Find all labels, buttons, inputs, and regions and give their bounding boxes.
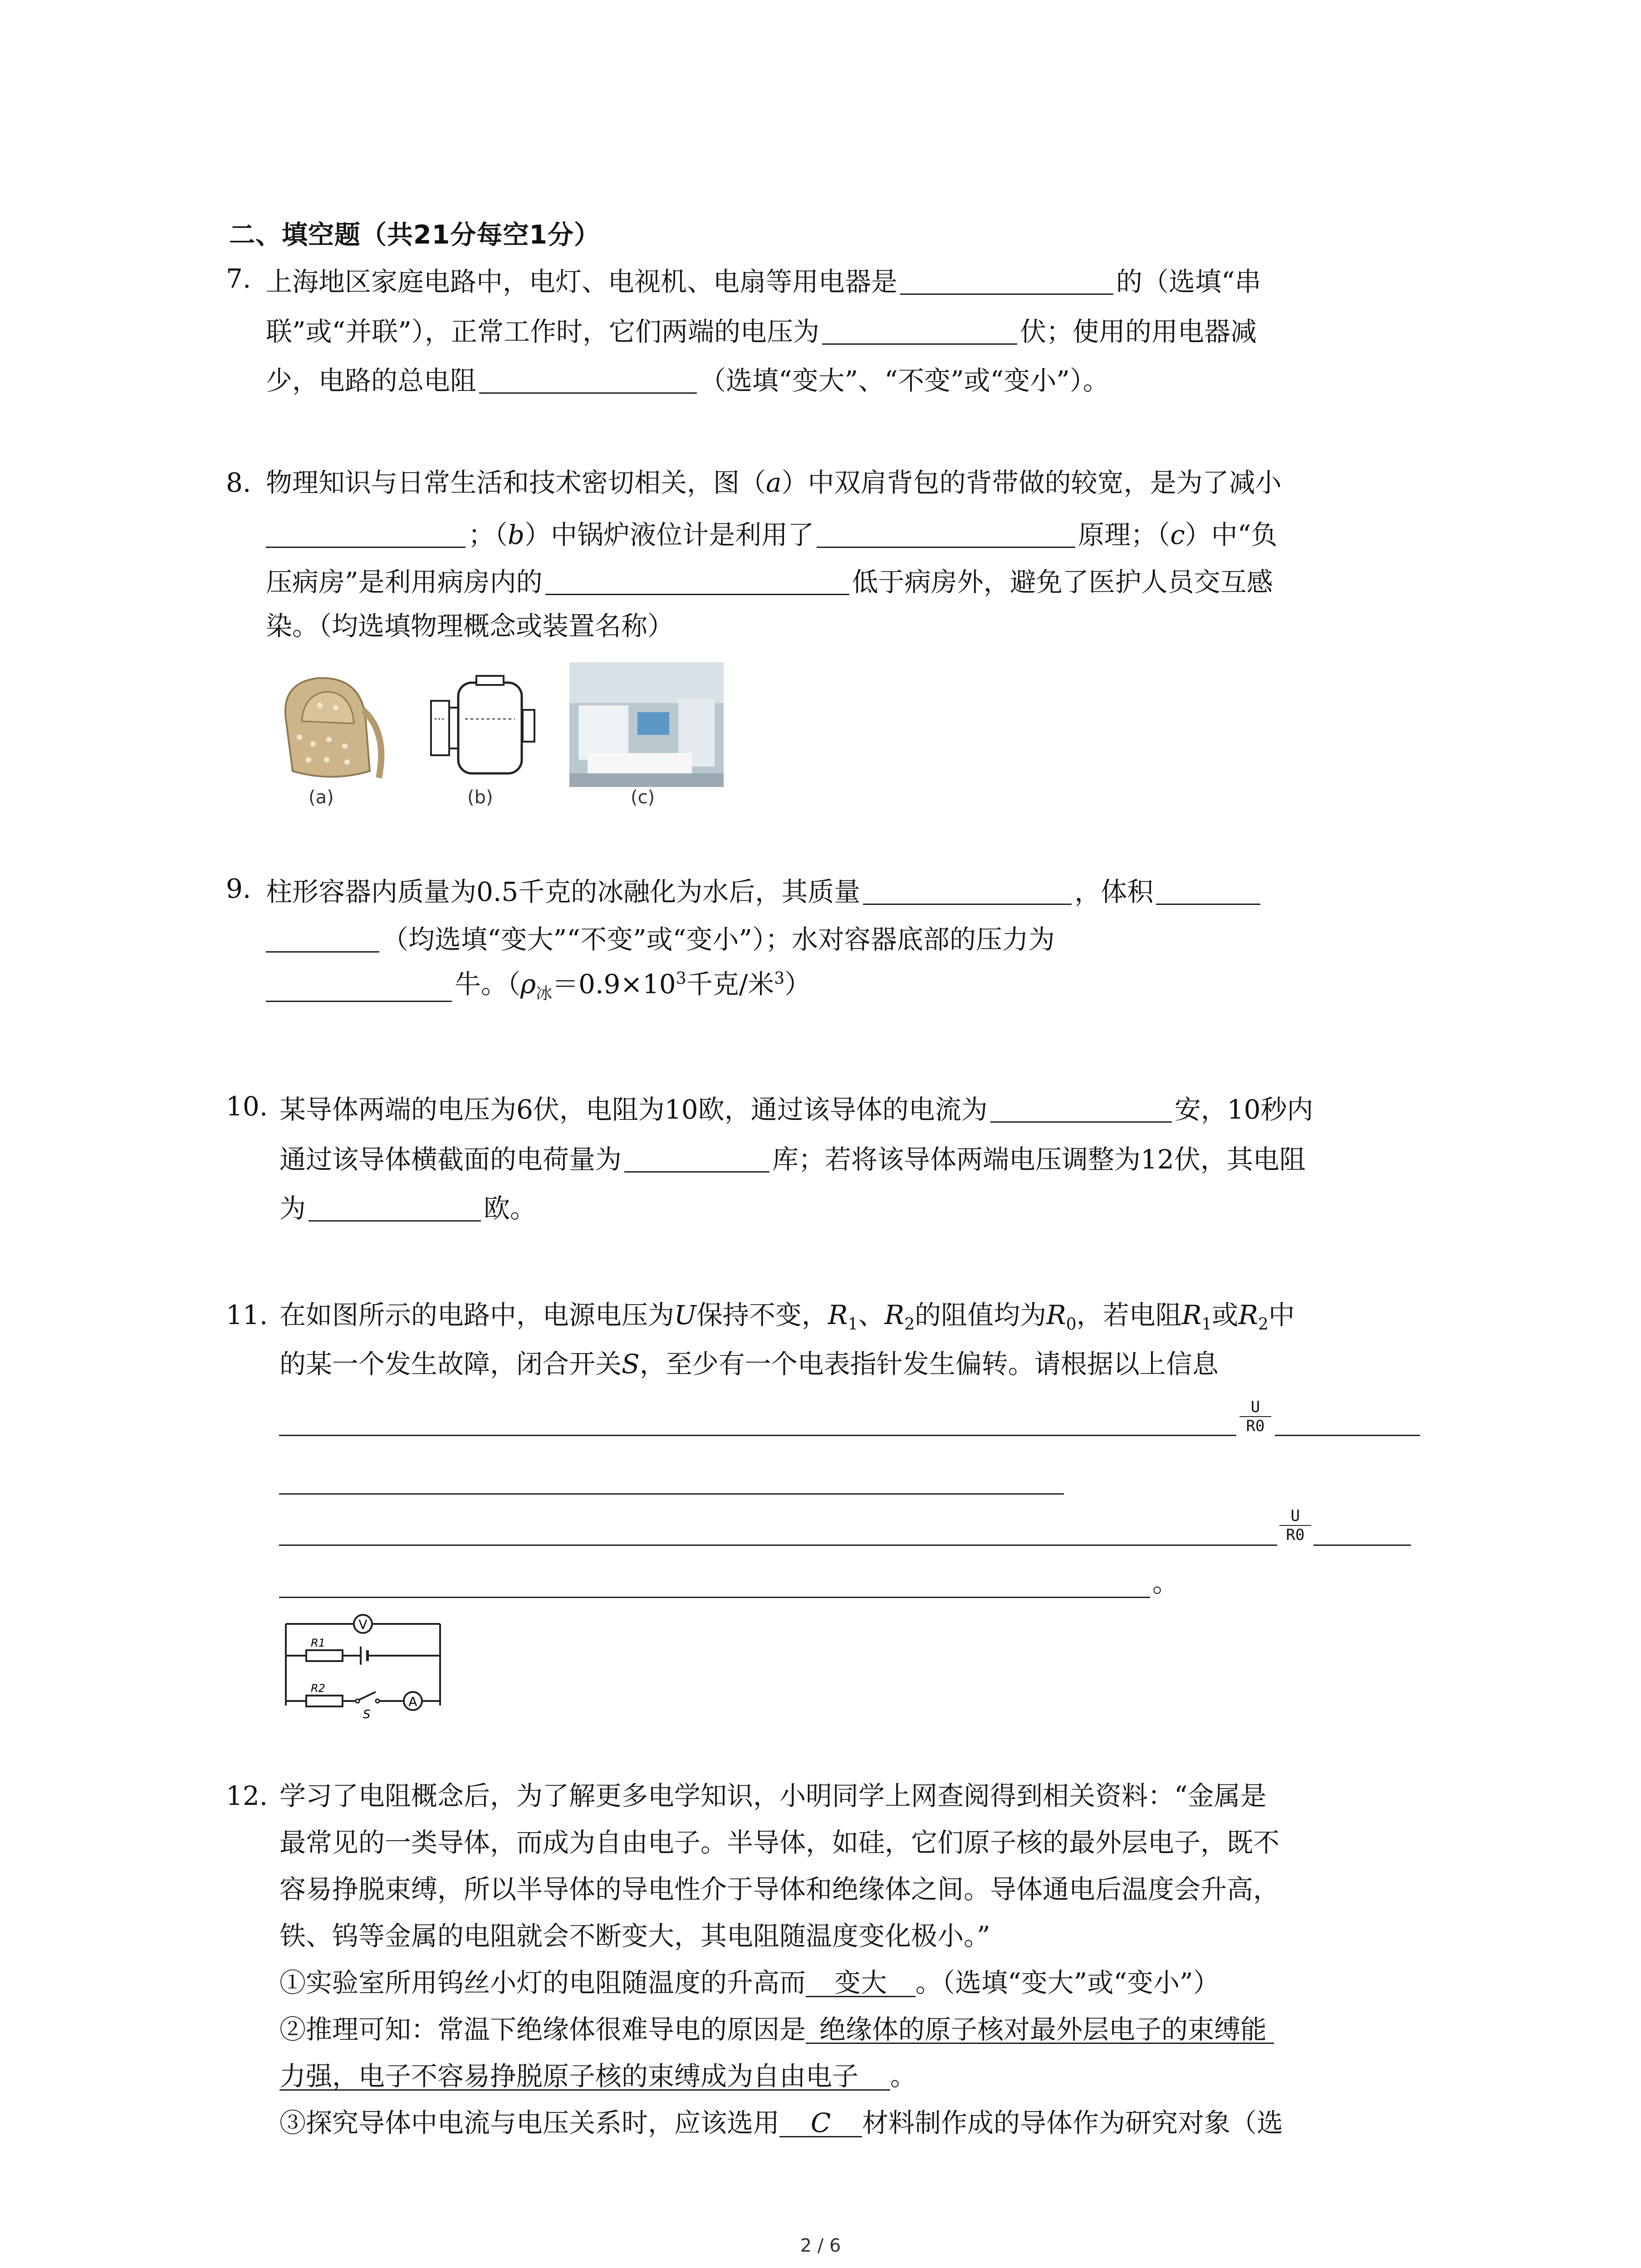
text: S (622, 1349, 640, 1379)
q9-line-3 (266, 968, 811, 1003)
answer-line[interactable] (279, 1435, 1236, 1436)
switch-icon (358, 1692, 376, 1700)
question-number: 9. (226, 873, 251, 904)
q10-line-2 (279, 1143, 1306, 1173)
q9-line-1 (266, 875, 1263, 905)
answer-blank[interactable] (266, 923, 379, 953)
text: 物理知识与日常生活和技术密切相关，图（ (266, 467, 766, 498)
text: 1 (847, 1315, 858, 1334)
section-title: 二、填空题（共21分每空1分） (229, 220, 600, 250)
answer-line[interactable] (1275, 1435, 1420, 1436)
answer-blank[interactable] (266, 518, 465, 548)
resistor-r2-label: R2 (311, 1682, 325, 1695)
text: ③探究导体中电流与电压关系时，应该选用 (279, 2107, 780, 2138)
answer-line[interactable] (1313, 1545, 1411, 1546)
q7-line-1 (266, 265, 1261, 295)
voltmeter-label: V (358, 1617, 367, 1632)
answer-line[interactable] (279, 1493, 1064, 1495)
q7-line-2 (266, 315, 1257, 345)
text: 联”或“并联”），正常工作时，它们两端的电压为 (266, 316, 819, 347)
question-number: 10. (226, 1091, 268, 1122)
answer-blank[interactable] (1156, 875, 1260, 905)
answer-blank[interactable] (817, 518, 1075, 548)
q12-line-7 (279, 2063, 916, 2091)
answer-blank[interactable] (545, 566, 849, 595)
text: ＝0.9×10 (552, 968, 676, 1000)
resistor-r2-icon (306, 1696, 343, 1706)
q12-line-3: 容易挣脱束缚，所以半导体的导电性介于导体和绝缘体之间。导体通电后温度会升高， (279, 1874, 1280, 1905)
text: 伏；使用的用电器减 (1019, 316, 1257, 347)
text: ，体积 (1074, 876, 1154, 907)
text: ，若电阻 (1076, 1300, 1182, 1330)
q7-line-3 (266, 364, 1109, 394)
text: 牛。（ (455, 968, 521, 1000)
page-number: 2 / 6 (800, 2235, 841, 2256)
image-caption-b: (b) (467, 787, 493, 808)
text: 或 (1212, 1300, 1239, 1330)
text: 材料制作成的导体作为研究对象（选 (862, 2107, 1283, 2138)
text: 0 (1066, 1315, 1077, 1334)
fraction-u-over-r0 (1279, 1507, 1311, 1544)
text: 3 (676, 969, 686, 988)
text: b (508, 519, 525, 550)
text: 染。（均选填物理概念或装置名称） (266, 611, 674, 641)
boiler-gauge-image (422, 669, 558, 785)
text: 中 (1268, 1300, 1295, 1330)
text: 保持不变， (696, 1300, 828, 1330)
answer-filled: C (779, 2110, 862, 2137)
text: 原理；（ (1078, 519, 1171, 550)
circuit-diagram (277, 1606, 449, 1724)
text: R (1238, 1300, 1258, 1330)
text: ）中双肩背包的背带做的较宽，是为了减小 (781, 467, 1282, 498)
text: ）中“负 (1185, 519, 1278, 550)
text: 、 (858, 1300, 885, 1330)
answer-filled: 力强，电子不容易挣脱原子核的束缚成为自由电子 (279, 2063, 890, 2091)
text: 低于病房外，避免了医护人员交互感 (852, 567, 1273, 597)
image-caption-c: (c) (631, 787, 655, 808)
text: ） (784, 968, 811, 1000)
text: 。（选填“变大”或“变小”） (916, 1967, 1220, 1998)
answer-filled: 绝缘体的原子核对最外层电子的束缚能 (806, 2016, 1274, 2044)
text: 3 (774, 969, 785, 988)
text: 。 (890, 2061, 917, 2092)
text: 的某一个发生故障，闭合开关 (279, 1349, 622, 1379)
text: R (884, 1300, 905, 1330)
text: （均选填“变大”“不变”或“变小”）；水对容器底部的压力为 (382, 924, 1055, 955)
backpack-image (268, 665, 395, 787)
answer-line[interactable] (279, 1597, 1150, 1598)
resistor-r1-label: R1 (311, 1637, 325, 1649)
hospital-room-image (569, 662, 724, 787)
q8-line-4 (266, 613, 674, 639)
text: 2 (904, 1315, 915, 1334)
text: 1 (1201, 1315, 1212, 1334)
text: c (1170, 519, 1185, 550)
switch-label: S (363, 1708, 371, 1721)
q8-line-2 (266, 518, 1277, 548)
text: 的（选填“串 (1116, 266, 1261, 297)
text: 少，电路的总电阻 (266, 365, 477, 396)
answer-filled: 变大 (806, 1970, 916, 1997)
answer-blank[interactable] (266, 973, 452, 1002)
answer-blank[interactable] (479, 364, 697, 394)
ammeter-label: A (408, 1694, 417, 1709)
q12-line-4: 铁、钨等金属的电阻就会不断变大，其电阻随温度变化极小。” (279, 1921, 990, 1951)
resistor-r1-icon (306, 1650, 343, 1661)
q12-line-5 (279, 1967, 1220, 1998)
text: 某导体两端的电压为6伏，电阻为10欧，通过该导体的电流为 (279, 1094, 988, 1125)
text: R0 (1246, 1417, 1265, 1435)
text: ）中锅炉液位计是利用了 (524, 519, 814, 550)
text: ②推理可知：常温下绝缘体很难导电的原因是 (279, 2014, 806, 2045)
answer-blank[interactable] (863, 875, 1072, 905)
fraction-u-over-r0 (1239, 1398, 1271, 1435)
text: 压病房”是利用病房内的 (266, 567, 543, 597)
q12-line-2: 最常见的一类导体，而成为自由电子。半导体，如硅，它们原子核的最外层电子，既不 (279, 1827, 1280, 1858)
text: U (1279, 1507, 1311, 1526)
q11-line-1 (279, 1302, 1295, 1333)
question-number: 8. (226, 467, 251, 498)
q11-line-2 (279, 1351, 1219, 1377)
q10-line-3 (279, 1192, 536, 1222)
text: 上海地区家庭电路中，电灯、电视机、电扇等用电器是 (266, 266, 898, 297)
q10-line-1 (279, 1093, 1313, 1123)
text: R (1046, 1300, 1066, 1330)
text: a (766, 467, 782, 498)
q12-line-1: 学习了电阻概念后，为了解更多电学知识，小明同学上网查阅得到相关资料：“金属是 (279, 1780, 1267, 1811)
image-caption-a: (a) (309, 787, 334, 808)
text: 通过该导体横截面的电荷量为 (279, 1144, 622, 1175)
q12-line-6 (279, 2016, 1274, 2044)
text: 千克/米 (686, 968, 774, 1000)
end-mark: 。 (1152, 1567, 1179, 1598)
text: （选填“变大”、“不变”或“变小”）。 (700, 365, 1109, 396)
q8-line-3 (266, 566, 1273, 595)
q8-line-1 (266, 469, 1282, 496)
text: 在如图所示的电路中，电源电压为 (279, 1300, 675, 1330)
text: R (1181, 1300, 1202, 1330)
answer-blank[interactable] (309, 1192, 481, 1222)
text: ；（ (468, 519, 508, 550)
question-number: 12. (226, 1780, 268, 1811)
text: 库；若将该导体两端电压调整为12伏，其电阻 (772, 1144, 1306, 1175)
answer-blank[interactable] (900, 265, 1113, 295)
answer-blank[interactable] (822, 315, 1017, 345)
text: 2 (1258, 1315, 1269, 1334)
q9-line-2 (266, 923, 1055, 953)
text: U (674, 1300, 696, 1330)
q12-line-8 (279, 2107, 1283, 2138)
question-number: 7. (226, 263, 251, 294)
text: R0 (1286, 1526, 1305, 1544)
text: 柱形容器内质量为0.5千克的冰融化为水后，其质量 (266, 876, 861, 907)
text: ，至少有一个电表指针发生偏转。请根据以上信息 (639, 1349, 1219, 1379)
text: 的阻值均为 (915, 1300, 1047, 1330)
text: ρ (520, 968, 536, 1000)
text: R (828, 1300, 848, 1330)
answer-blank[interactable] (990, 1093, 1172, 1123)
text: 欧。 (484, 1193, 537, 1224)
answer-blank[interactable] (624, 1143, 769, 1173)
text: U (1239, 1398, 1271, 1417)
text: ①实验室所用钨丝小灯的电阻随温度的升高而 (279, 1967, 806, 1998)
text: 冰 (536, 984, 553, 1003)
text: 为 (279, 1193, 306, 1224)
answer-line[interactable] (279, 1545, 1277, 1546)
question-number: 11. (226, 1300, 268, 1330)
text: 安，10秒内 (1174, 1094, 1313, 1125)
